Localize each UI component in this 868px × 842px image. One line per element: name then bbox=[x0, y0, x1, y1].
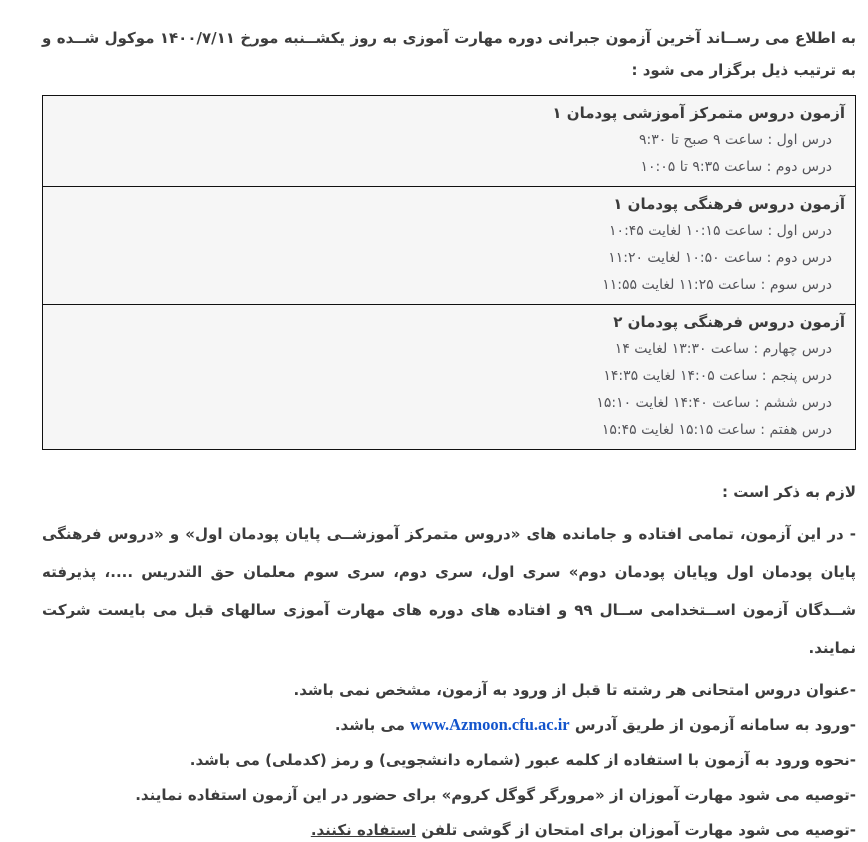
lesson-time-row: درس سوم : ساعت ۱۱:۲۵ لغایت ۱۱:۵۵ bbox=[602, 277, 832, 293]
intro-paragraph: به اطلاع می رســاند آخرین آزمون جبرانی دوره مهارت آموزی به روز یکشــنبه مورخ ۱۴۰۰/۷/۱۱ موکول شــده و به ترتیب ذیل برگزار می شود : bbox=[42, 29, 856, 79]
note-bullet-portal bbox=[42, 713, 856, 737]
section-title: آزمون دروس فرهنگی پودمان ۲ bbox=[613, 313, 845, 331]
lesson-time-row: درس پنجم : ساعت ۱۴:۰۵ لغایت ۱۴:۳۵ bbox=[603, 368, 832, 384]
lesson-time-row: درس هفتم : ساعت ۱۵:۱۵ لغایت ۱۵:۴۵ bbox=[601, 422, 832, 438]
lesson-time-row: درس اول : ساعت ۹ صبح تا ۹:۳۰ bbox=[638, 132, 832, 148]
lesson-time-row: درس اول : ساعت ۱۰:۱۵ لغایت ۱۰:۴۵ bbox=[609, 223, 832, 239]
schedule-section-cell bbox=[43, 305, 856, 450]
schedule-section-cell bbox=[43, 96, 856, 187]
schedule-section-row bbox=[43, 305, 856, 450]
schedule-section-row bbox=[43, 96, 856, 187]
schedule-section-row bbox=[43, 187, 856, 305]
azmoon-portal-link[interactable]: www.Azmoon.cfu.ac.ir bbox=[410, 715, 570, 734]
schedule-section-cell bbox=[43, 187, 856, 305]
note-bullet-login: -نحوه ورود به آزمون با استفاده از کلمه عبور (شماره دانشجویی) و رمز (کدملی) می باشد. bbox=[189, 751, 856, 769]
no-phone-warning: استفاده نکنند. bbox=[310, 821, 416, 839]
lesson-time-row: درس دوم : ساعت ۱۰:۵۰ لغایت ۱۱:۲۰ bbox=[608, 250, 832, 266]
lesson-time-row: درس ششم : ساعت ۱۴:۴۰ لغایت ۱۵:۱۰ bbox=[596, 395, 832, 411]
exam-schedule-table bbox=[42, 95, 856, 450]
phone-text-pre: -توصیه می شود مهارت آموزان برای امتحان از گوشی تلفن bbox=[416, 821, 856, 839]
note-bullet-chrome: -توصیه می شود مهارت آموزان از «مرورگر گوگل کروم» برای حضور در این آزمون استفاده نمایند. bbox=[135, 786, 856, 804]
participants-note: - در این آزمون، تمامی افتاده و جامانده های «دروس متمرکز آموزشــی پایان پودمان اول» و «دروس فرهنگی پایان پودمان اول وپایان پودمان دوم» سری اول، سری دوم، سری سوم معلمان حق التدریس ....، پذیرفته شــدگان آزمون اســتخدامی ســال ۹۹ و افتاده های دوره های مهارت آموزی سالهای قبل می بایست شرکت نمایند. bbox=[42, 525, 856, 657]
lesson-time-row: درس چهارم : ساعت ۱۳:۳۰ لغایت ۱۴ bbox=[614, 341, 832, 357]
portal-text-post: می باشد. bbox=[334, 716, 411, 734]
notes-heading: لازم به ذکر است : bbox=[722, 483, 856, 501]
portal-text-pre: -ورود به سامانه آزمون از طریق آدرس bbox=[569, 716, 856, 734]
note-bullet-phone bbox=[42, 818, 856, 842]
section-title: آزمون دروس فرهنگی پودمان ۱ bbox=[613, 195, 845, 213]
section-title: آزمون دروس متمرکز آموزشی پودمان ۱ bbox=[552, 104, 845, 122]
lesson-time-row: درس دوم : ساعت ۹:۳۵ تا ۱۰:۰۵ bbox=[640, 159, 832, 175]
note-bullet-subjects: -عنوان دروس امتحانی هر رشته تا قبل از ورود به آزمون، مشخص نمی باشد. bbox=[293, 681, 856, 699]
